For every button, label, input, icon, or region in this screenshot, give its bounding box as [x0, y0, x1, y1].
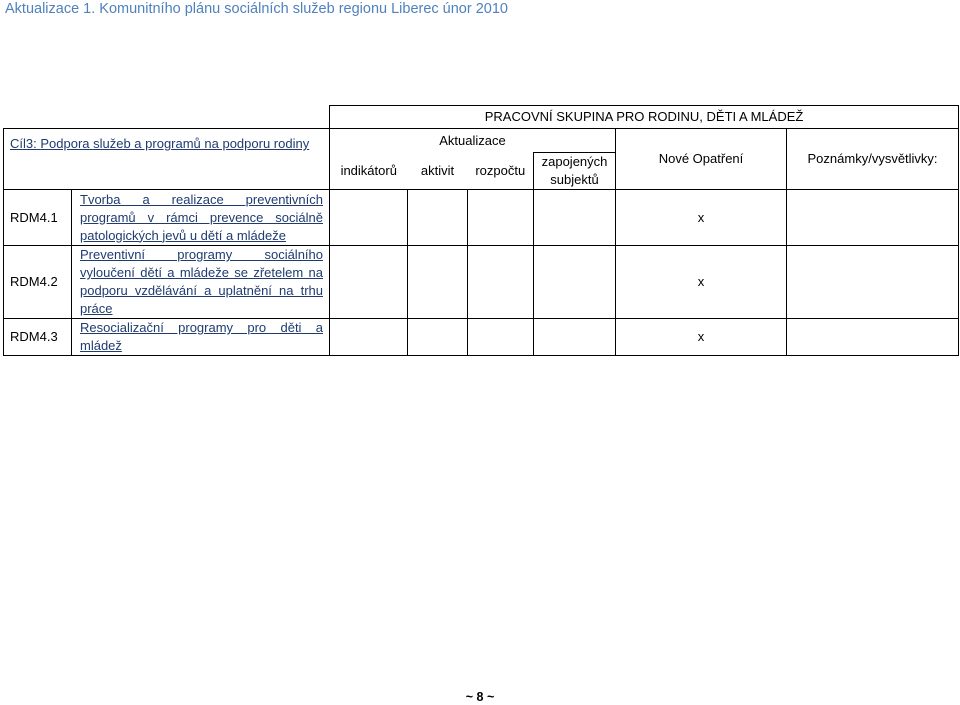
- goal-text: Podpora služeb a programů na podporu rodiny: [40, 136, 310, 151]
- aktivit-header: aktivit: [408, 153, 468, 190]
- table-row: [4, 246, 959, 319]
- row-description: Preventivní programy sociálního vyloučení dětí a mládeže se zřetelem na podporu vzdělávání a uplatnění na trhu práce: [72, 246, 330, 319]
- row-nove-opatreni-mark: x: [616, 246, 787, 319]
- row-code: RDM4.1: [4, 190, 72, 246]
- indikatoru-header: indikátorů: [330, 153, 408, 190]
- rozpoctu-header: rozpočtu: [468, 153, 534, 190]
- row-code: RDM4.2: [4, 246, 72, 319]
- page-number: ~ 8 ~: [465, 690, 495, 704]
- table-row: [4, 319, 959, 356]
- nove-opatreni-header: Nové Opatření: [616, 129, 787, 190]
- row-code: RDM4.3: [4, 319, 72, 356]
- goal-cell: [4, 129, 330, 190]
- goal-label: Cíl3:: [10, 136, 37, 151]
- document-header-title: Aktualizace 1. Komunitního plánu sociálních služeb regionu Liberec únor 2010: [5, 1, 508, 17]
- plan-table: [3, 105, 959, 356]
- zapojenych-subjektu-header: zapojených subjektů: [534, 153, 616, 190]
- working-group-title: PRACOVNÍ SKUPINA PRO RODINU, DĚTI A MLÁDEŽ: [330, 106, 959, 129]
- row-nove-opatreni-mark: x: [616, 190, 787, 246]
- row-description: Resocializační programy pro děti a mládež: [72, 319, 330, 356]
- aktualizace-header: Aktualizace: [330, 129, 616, 153]
- row-description: Tvorba a realizace preventivních programů v rámci prevence sociálně patologických jevů u dětí a mládeže: [72, 190, 330, 246]
- poznamky-header: Poznámky/vysvětlivky:: [787, 129, 959, 190]
- row-nove-opatreni-mark: x: [616, 319, 787, 356]
- table-row: [4, 190, 959, 246]
